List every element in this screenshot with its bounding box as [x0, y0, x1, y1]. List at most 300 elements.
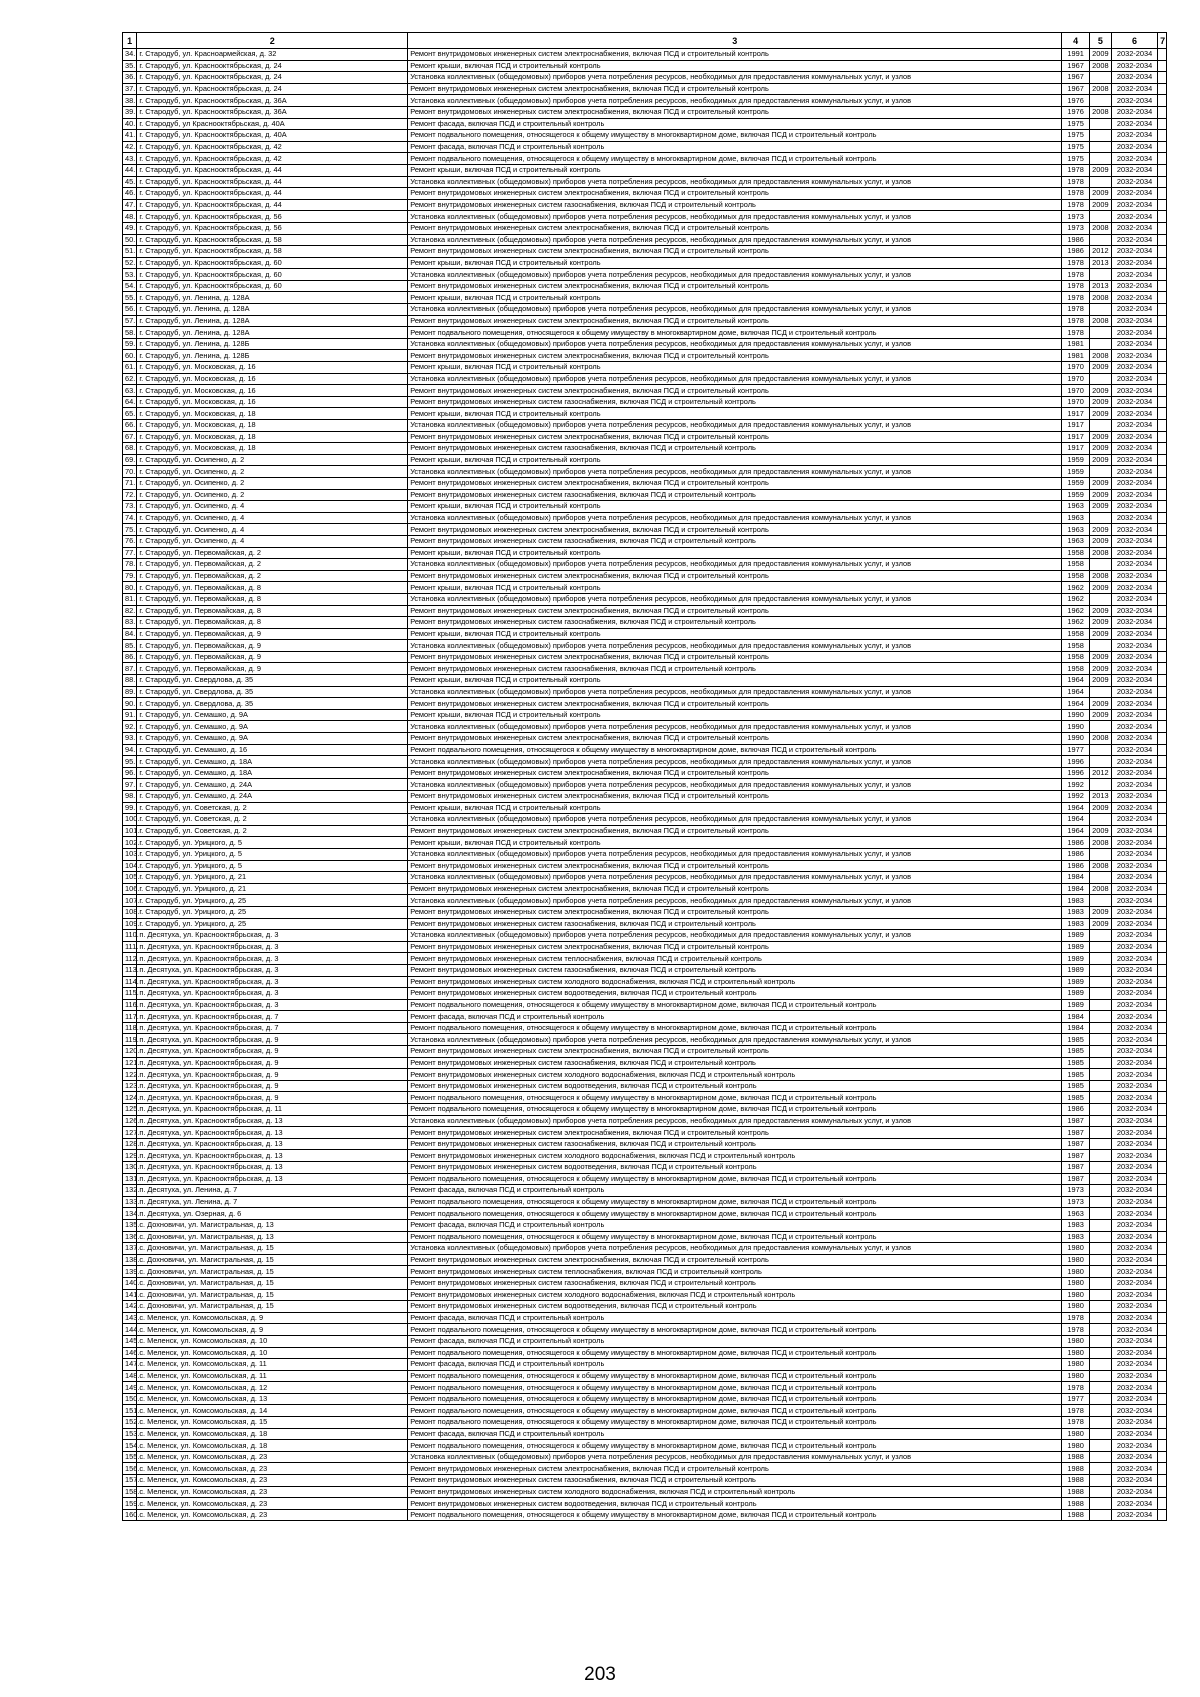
planned-period-cell: 2032-2034 — [1111, 628, 1157, 640]
table-row — [123, 651, 1167, 663]
address-cell: п. Десятуха, ул. Краснооктябрьская, д. 13 — [137, 1138, 408, 1150]
row-number-cell: 65. — [123, 408, 137, 420]
table-row — [123, 1301, 1167, 1313]
empty-col-7-cell — [1158, 628, 1167, 640]
year-built-cell: 1989 — [1062, 976, 1090, 988]
work-type-cell: Ремонт внутридомовых инженерных систем газоснабжения, включая ПСД и строительный контроль — [408, 199, 1062, 211]
address-cell: г. Стародуб, ул. Ленина, д. 128А — [137, 327, 408, 339]
address-cell: с. Дохновичи, ул. Магистральная, д. 15 — [137, 1301, 408, 1313]
last-repair-year-cell: 2009 — [1089, 582, 1111, 594]
planned-period-cell: 2032-2034 — [1111, 211, 1157, 223]
empty-col-7-cell — [1158, 1405, 1167, 1417]
work-type-cell: Ремонт внутридомовых инженерных систем водоотведения, включая ПСД и строительный контроль — [408, 1301, 1062, 1313]
work-type-cell: Ремонт фасада, включая ПСД и строительный контроль — [408, 1185, 1062, 1197]
address-cell: с. Дохновичи, ул. Магистральная, д. 15 — [137, 1266, 408, 1278]
planned-period-cell: 2032-2034 — [1111, 999, 1157, 1011]
work-type-cell: Установка коллективных (общедомовых) приборов учета потребления ресурсов, необходимых для предоставления коммунальных услуг, и узлов — [408, 512, 1062, 524]
planned-period-cell: 2032-2034 — [1111, 918, 1157, 930]
planned-period-cell: 2032-2034 — [1111, 466, 1157, 478]
address-cell: с. Меленск, ул. Комсомольская, д. 10 — [137, 1335, 408, 1347]
last-repair-year-cell — [1089, 999, 1111, 1011]
empty-col-7-cell — [1158, 953, 1167, 965]
year-built-cell: 1978 — [1062, 176, 1090, 188]
empty-col-7-cell — [1158, 501, 1167, 513]
planned-period-cell: 2032-2034 — [1111, 454, 1157, 466]
table-row — [123, 1393, 1167, 1405]
empty-col-7-cell — [1158, 930, 1167, 942]
table-row — [123, 837, 1167, 849]
table-row — [123, 582, 1167, 594]
last-repair-year-cell: 2008 — [1089, 60, 1111, 72]
row-number-cell: 156. — [123, 1463, 137, 1475]
year-built-cell: 1978 — [1062, 292, 1090, 304]
year-built-cell: 1996 — [1062, 756, 1090, 768]
last-repair-year-cell: 2008 — [1089, 83, 1111, 95]
planned-period-cell: 2032-2034 — [1111, 188, 1157, 200]
last-repair-year-cell — [1089, 779, 1111, 791]
row-number-cell: 89. — [123, 686, 137, 698]
table-row — [123, 605, 1167, 617]
address-cell: г. Стародуб, ул. Московская, д. 18 — [137, 408, 408, 420]
table-row — [123, 1127, 1167, 1139]
row-number-cell: 124. — [123, 1092, 137, 1104]
table-row — [123, 593, 1167, 605]
empty-col-7-cell — [1158, 327, 1167, 339]
work-type-cell: Установка коллективных (общедомовых) приборов учета потребления ресурсов, необходимых для предоставления коммунальных услуг, и узлов — [408, 1451, 1062, 1463]
address-cell: г. Стародуб, ул. Семашко, д. 24А — [137, 791, 408, 803]
empty-col-7-cell — [1158, 675, 1167, 687]
last-repair-year-cell: 2009 — [1089, 362, 1111, 374]
planned-period-cell: 2032-2034 — [1111, 651, 1157, 663]
empty-col-7-cell — [1158, 280, 1167, 292]
address-cell: г. Стародуб, ул. Свердлова, д. 35 — [137, 675, 408, 687]
row-number-cell: 155. — [123, 1451, 137, 1463]
row-number-cell: 52. — [123, 257, 137, 269]
address-cell: г. Стародуб, ул. Урицкого, д. 21 — [137, 872, 408, 884]
address-cell: г. Стародуб, ул. Краснооктябрьская, д. 60 — [137, 269, 408, 281]
table-row — [123, 744, 1167, 756]
last-repair-year-cell: 2009 — [1089, 605, 1111, 617]
table-row — [123, 477, 1167, 489]
empty-col-7-cell — [1158, 779, 1167, 791]
work-type-cell: Ремонт внутридомовых инженерных систем электроснабжения, включая ПСД и строительный контроль — [408, 350, 1062, 362]
empty-col-7-cell — [1158, 477, 1167, 489]
address-cell: п. Десятуха, ул. Краснооктябрьская, д. 13 — [137, 1115, 408, 1127]
last-repair-year-cell — [1089, 1196, 1111, 1208]
work-type-cell: Ремонт внутридомовых инженерных систем электроснабжения, включая ПСД и строительный контроль — [408, 1127, 1062, 1139]
table-row — [123, 617, 1167, 629]
planned-period-cell: 2032-2034 — [1111, 1254, 1157, 1266]
planned-period-cell: 2032-2034 — [1111, 512, 1157, 524]
last-repair-year-cell — [1089, 721, 1111, 733]
planned-period-cell: 2032-2034 — [1111, 396, 1157, 408]
address-cell: п. Десятуха, ул. Краснооктябрьская, д. 9 — [137, 1092, 408, 1104]
empty-col-7-cell — [1158, 791, 1167, 803]
address-cell: г. Стародуб, ул. Осипенко, д. 4 — [137, 512, 408, 524]
header-col-7: 7 — [1158, 33, 1167, 49]
table-row — [123, 640, 1167, 652]
address-cell: г. Стародуб, ул. Краснооктябрьская, д. 56 — [137, 211, 408, 223]
last-repair-year-cell — [1089, 1324, 1111, 1336]
last-repair-year-cell — [1089, 1185, 1111, 1197]
planned-period-cell: 2032-2034 — [1111, 709, 1157, 721]
last-repair-year-cell: 2008 — [1089, 547, 1111, 559]
planned-period-cell: 2032-2034 — [1111, 860, 1157, 872]
empty-col-7-cell — [1158, 964, 1167, 976]
address-cell: п. Десятуха, ул. Краснооктябрьская, д. 3 — [137, 953, 408, 965]
year-built-cell: 1964 — [1062, 814, 1090, 826]
table-row — [123, 1046, 1167, 1058]
year-built-cell: 1967 — [1062, 60, 1090, 72]
row-number-cell: 91. — [123, 709, 137, 721]
empty-col-7-cell — [1158, 396, 1167, 408]
row-number-cell: 135. — [123, 1219, 137, 1231]
empty-col-7-cell — [1158, 350, 1167, 362]
empty-col-7-cell — [1158, 141, 1167, 153]
empty-col-7-cell — [1158, 454, 1167, 466]
row-number-cell: 66. — [123, 420, 137, 432]
table-row — [123, 1034, 1167, 1046]
last-repair-year-cell — [1089, 234, 1111, 246]
row-number-cell: 73. — [123, 501, 137, 513]
planned-period-cell: 2032-2034 — [1111, 1034, 1157, 1046]
work-type-cell: Ремонт внутридомовых инженерных систем электроснабжения, включая ПСД и строительный контроль — [408, 431, 1062, 443]
table-row — [123, 570, 1167, 582]
table-row — [123, 1104, 1167, 1116]
row-number-cell: 107. — [123, 895, 137, 907]
planned-period-cell: 2032-2034 — [1111, 1011, 1157, 1023]
row-number-cell: 130. — [123, 1162, 137, 1174]
table-body — [123, 49, 1167, 1521]
table-row — [123, 1219, 1167, 1231]
address-cell: г. Стародуб, ул. Первомайская, д. 9 — [137, 651, 408, 663]
row-number-cell: 115. — [123, 988, 137, 1000]
empty-col-7-cell — [1158, 1022, 1167, 1034]
last-repair-year-cell — [1089, 1509, 1111, 1521]
table-row — [123, 1509, 1167, 1521]
address-cell: г. Стародуб, ул. Краснооктябрьская, д. 42 — [137, 141, 408, 153]
planned-period-cell: 2032-2034 — [1111, 1335, 1157, 1347]
work-type-cell: Установка коллективных (общедомовых) приборов учета потребления ресурсов, необходимых для предоставления коммунальных услуг, и узлов — [408, 593, 1062, 605]
work-type-cell: Установка коллективных (общедомовых) приборов учета потребления ресурсов, необходимых для предоставления коммунальных услуг, и узлов — [408, 211, 1062, 223]
last-repair-year-cell: 2012 — [1089, 767, 1111, 779]
table-row — [123, 1162, 1167, 1174]
last-repair-year-cell — [1089, 756, 1111, 768]
row-number-cell: 76. — [123, 535, 137, 547]
last-repair-year-cell — [1089, 1266, 1111, 1278]
row-number-cell: 145. — [123, 1335, 137, 1347]
last-repair-year-cell — [1089, 466, 1111, 478]
planned-period-cell: 2032-2034 — [1111, 164, 1157, 176]
address-cell: п. Десятуха, ул. Краснооктябрьская, д. 3 — [137, 976, 408, 988]
empty-col-7-cell — [1158, 1219, 1167, 1231]
year-built-cell: 1967 — [1062, 83, 1090, 95]
last-repair-year-cell — [1089, 988, 1111, 1000]
address-cell: с. Дохновичи, ул. Магистральная, д. 15 — [137, 1254, 408, 1266]
table-row — [123, 1370, 1167, 1382]
row-number-cell: 41. — [123, 130, 137, 142]
planned-period-cell: 2032-2034 — [1111, 872, 1157, 884]
year-built-cell: 1980 — [1062, 1347, 1090, 1359]
work-type-cell: Ремонт внутридомовых инженерных систем газоснабжения, включая ПСД и строительный контроль — [408, 1475, 1062, 1487]
work-type-cell: Ремонт внутридомовых инженерных систем газоснабжения, включая ПСД и строительный контроль — [408, 617, 1062, 629]
year-built-cell: 1984 — [1062, 1011, 1090, 1023]
planned-period-cell: 2032-2034 — [1111, 605, 1157, 617]
table-row — [123, 443, 1167, 455]
planned-period-cell: 2032-2034 — [1111, 721, 1157, 733]
row-number-cell: 108. — [123, 906, 137, 918]
header-col-3: 3 — [408, 33, 1062, 49]
last-repair-year-cell — [1089, 1046, 1111, 1058]
header-col-5: 5 — [1089, 33, 1111, 49]
planned-period-cell: 2032-2034 — [1111, 1347, 1157, 1359]
year-built-cell: 1996 — [1062, 767, 1090, 779]
row-number-cell: 71. — [123, 477, 137, 489]
table-row — [123, 350, 1167, 362]
last-repair-year-cell: 2009 — [1089, 188, 1111, 200]
last-repair-year-cell: 2008 — [1089, 733, 1111, 745]
address-cell: г. Стародуб, ул. Осипенко, д. 4 — [137, 535, 408, 547]
row-number-cell: 40. — [123, 118, 137, 130]
last-repair-year-cell — [1089, 512, 1111, 524]
empty-col-7-cell — [1158, 1196, 1167, 1208]
last-repair-year-cell — [1089, 1498, 1111, 1510]
row-number-cell: 125. — [123, 1104, 137, 1116]
empty-col-7-cell — [1158, 1289, 1167, 1301]
empty-col-7-cell — [1158, 1451, 1167, 1463]
planned-period-cell: 2032-2034 — [1111, 906, 1157, 918]
last-repair-year-cell: 2008 — [1089, 106, 1111, 118]
year-built-cell: 1978 — [1062, 199, 1090, 211]
work-type-cell: Ремонт крыши, включая ПСД и строительный контроль — [408, 628, 1062, 640]
year-built-cell: 1959 — [1062, 477, 1090, 489]
planned-period-cell: 2032-2034 — [1111, 535, 1157, 547]
table-row — [123, 535, 1167, 547]
planned-period-cell: 2032-2034 — [1111, 1208, 1157, 1220]
planned-period-cell: 2032-2034 — [1111, 315, 1157, 327]
last-repair-year-cell — [1089, 1405, 1111, 1417]
planned-period-cell: 2032-2034 — [1111, 1127, 1157, 1139]
empty-col-7-cell — [1158, 1046, 1167, 1058]
planned-period-cell: 2032-2034 — [1111, 338, 1157, 350]
row-number-cell: 116. — [123, 999, 137, 1011]
address-cell: п. Десятуха, ул. Краснооктябрьская, д. 3 — [137, 999, 408, 1011]
address-cell: г. Стародуб, ул. Московская, д. 16 — [137, 396, 408, 408]
row-number-cell: 137. — [123, 1243, 137, 1255]
last-repair-year-cell: 2009 — [1089, 675, 1111, 687]
work-type-cell: Ремонт внутридомовых инженерных систем газоснабжения, включая ПСД и строительный контроль — [408, 1057, 1062, 1069]
year-built-cell: 1985 — [1062, 1057, 1090, 1069]
last-repair-year-cell — [1089, 640, 1111, 652]
last-repair-year-cell — [1089, 1428, 1111, 1440]
row-number-cell: 86. — [123, 651, 137, 663]
row-number-cell: 128. — [123, 1138, 137, 1150]
empty-col-7-cell — [1158, 918, 1167, 930]
planned-period-cell: 2032-2034 — [1111, 756, 1157, 768]
last-repair-year-cell: 2009 — [1089, 802, 1111, 814]
work-type-cell: Установка коллективных (общедомовых) приборов учета потребления ресурсов, необходимых для предоставления коммунальных услуг, и узлов — [408, 176, 1062, 188]
work-type-cell: Ремонт внутридомовых инженерных систем электроснабжения, включая ПСД и строительный контроль — [408, 860, 1062, 872]
empty-col-7-cell — [1158, 559, 1167, 571]
year-built-cell: 1985 — [1062, 1034, 1090, 1046]
empty-col-7-cell — [1158, 1231, 1167, 1243]
row-number-cell: 70. — [123, 466, 137, 478]
empty-col-7-cell — [1158, 1092, 1167, 1104]
empty-col-7-cell — [1158, 837, 1167, 849]
table-row — [123, 106, 1167, 118]
table-row — [123, 130, 1167, 142]
last-repair-year-cell — [1089, 1451, 1111, 1463]
work-type-cell: Ремонт подвального помещения, относящегося к общему имуществу в многоквартирном доме, включая ПСД и строительный контроль — [408, 130, 1062, 142]
last-repair-year-cell — [1089, 327, 1111, 339]
table-row — [123, 686, 1167, 698]
table-row — [123, 1475, 1167, 1487]
document-sheet — [122, 32, 1167, 1521]
empty-col-7-cell — [1158, 362, 1167, 374]
empty-col-7-cell — [1158, 570, 1167, 582]
work-type-cell: Установка коллективных (общедомовых) приборов учета потребления ресурсов, необходимых для предоставления коммунальных услуг, и узлов — [408, 95, 1062, 107]
empty-col-7-cell — [1158, 1498, 1167, 1510]
empty-col-7-cell — [1158, 640, 1167, 652]
row-number-cell: 53. — [123, 269, 137, 281]
planned-period-cell: 2032-2034 — [1111, 1162, 1157, 1174]
last-repair-year-cell — [1089, 95, 1111, 107]
table-row — [123, 1022, 1167, 1034]
address-cell: г. Стародуб, ул. Краснооктябрьская, д. 36А — [137, 95, 408, 107]
table-row — [123, 408, 1167, 420]
planned-period-cell: 2032-2034 — [1111, 246, 1157, 258]
empty-col-7-cell — [1158, 1475, 1167, 1487]
work-type-cell: Ремонт внутридомовых инженерных систем газоснабжения, включая ПСД и строительный контроль — [408, 964, 1062, 976]
address-cell: с. Дохновичи, ул. Магистральная, д. 15 — [137, 1243, 408, 1255]
table-row — [123, 964, 1167, 976]
planned-period-cell: 2032-2034 — [1111, 60, 1157, 72]
last-repair-year-cell: 2009 — [1089, 698, 1111, 710]
empty-col-7-cell — [1158, 60, 1167, 72]
last-repair-year-cell: 2009 — [1089, 628, 1111, 640]
work-type-cell: Ремонт внутридомовых инженерных систем электроснабжения, включая ПСД и строительный контроль — [408, 605, 1062, 617]
row-number-cell: 132. — [123, 1185, 137, 1197]
year-built-cell: 1959 — [1062, 454, 1090, 466]
planned-period-cell: 2032-2034 — [1111, 570, 1157, 582]
row-number-cell: 100. — [123, 814, 137, 826]
last-repair-year-cell — [1089, 1034, 1111, 1046]
planned-period-cell: 2032-2034 — [1111, 106, 1157, 118]
address-cell: г. Стародуб, ул. Семашко, д. 18А — [137, 767, 408, 779]
empty-col-7-cell — [1158, 164, 1167, 176]
last-repair-year-cell — [1089, 1115, 1111, 1127]
empty-col-7-cell — [1158, 1034, 1167, 1046]
work-type-cell: Ремонт крыши, включая ПСД и строительный контроль — [408, 292, 1062, 304]
planned-period-cell: 2032-2034 — [1111, 547, 1157, 559]
last-repair-year-cell — [1089, 141, 1111, 153]
year-built-cell: 1977 — [1062, 744, 1090, 756]
empty-col-7-cell — [1158, 1312, 1167, 1324]
row-number-cell: 58. — [123, 327, 137, 339]
table-row — [123, 988, 1167, 1000]
last-repair-year-cell: 2009 — [1089, 454, 1111, 466]
table-row — [123, 1277, 1167, 1289]
work-type-cell: Установка коллективных (общедомовых) приборов учета потребления ресурсов, необходимых для предоставления коммунальных услуг, и узлов — [408, 872, 1062, 884]
address-cell: г. Стародуб, ул. Осипенко, д. 4 — [137, 501, 408, 513]
work-type-cell: Ремонт подвального помещения, относящегося к общему имуществу в многоквартирном доме, включая ПСД и строительный контроль — [408, 744, 1062, 756]
address-cell: с. Меленск, ул. Комсомольская, д. 11 — [137, 1370, 408, 1382]
work-type-cell: Ремонт подвального помещения, относящегося к общему имуществу в многоквартирном доме, включая ПСД и строительный контроль — [408, 1382, 1062, 1394]
year-built-cell: 1986 — [1062, 848, 1090, 860]
address-cell: г. Стародуб, ул. Краснооктябрьская, д. 44 — [137, 199, 408, 211]
year-built-cell: 1989 — [1062, 953, 1090, 965]
row-number-cell: 79. — [123, 570, 137, 582]
empty-col-7-cell — [1158, 199, 1167, 211]
planned-period-cell: 2032-2034 — [1111, 199, 1157, 211]
row-number-cell: 117. — [123, 1011, 137, 1023]
address-cell: г. Стародуб, ул. Московская, д. 16 — [137, 385, 408, 397]
empty-col-7-cell — [1158, 1417, 1167, 1429]
work-type-cell: Ремонт крыши, включая ПСД и строительный контроль — [408, 582, 1062, 594]
year-built-cell: 1986 — [1062, 246, 1090, 258]
work-type-cell: Ремонт внутридомовых инженерных систем электроснабжения, включая ПСД и строительный контроль — [408, 570, 1062, 582]
planned-period-cell: 2032-2034 — [1111, 1289, 1157, 1301]
empty-col-7-cell — [1158, 83, 1167, 95]
work-type-cell: Ремонт внутридомовых инженерных систем электроснабжения, включая ПСД и строительный контроль — [408, 524, 1062, 536]
planned-period-cell: 2032-2034 — [1111, 83, 1157, 95]
last-repair-year-cell: 2009 — [1089, 431, 1111, 443]
empty-col-7-cell — [1158, 1185, 1167, 1197]
planned-period-cell: 2032-2034 — [1111, 1486, 1157, 1498]
address-cell: г. Стародуб, ул. Краснооктябрьская, д. 60 — [137, 257, 408, 269]
table-row — [123, 1405, 1167, 1417]
last-repair-year-cell — [1089, 1393, 1111, 1405]
last-repair-year-cell — [1089, 593, 1111, 605]
planned-period-cell: 2032-2034 — [1111, 49, 1157, 61]
empty-col-7-cell — [1158, 617, 1167, 629]
last-repair-year-cell — [1089, 1382, 1111, 1394]
planned-period-cell: 2032-2034 — [1111, 1069, 1157, 1081]
work-type-cell: Ремонт крыши, включая ПСД и строительный контроль — [408, 60, 1062, 72]
empty-col-7-cell — [1158, 176, 1167, 188]
year-built-cell: 1989 — [1062, 930, 1090, 942]
last-repair-year-cell — [1089, 1359, 1111, 1371]
planned-period-cell: 2032-2034 — [1111, 1138, 1157, 1150]
planned-period-cell: 2032-2034 — [1111, 825, 1157, 837]
year-built-cell: 1964 — [1062, 675, 1090, 687]
year-built-cell: 1992 — [1062, 779, 1090, 791]
planned-period-cell: 2032-2034 — [1111, 1428, 1157, 1440]
year-built-cell: 1990 — [1062, 733, 1090, 745]
address-cell: г. Стародуб, ул. Первомайская, д. 8 — [137, 617, 408, 629]
work-type-cell: Ремонт внутридомовых инженерных систем газоснабжения, включая ПСД и строительный контроль — [408, 443, 1062, 455]
row-number-cell: 39. — [123, 106, 137, 118]
work-type-cell: Ремонт внутридомовых инженерных систем электроснабжения, включая ПСД и строительный контроль — [408, 941, 1062, 953]
empty-col-7-cell — [1158, 709, 1167, 721]
year-built-cell: 1976 — [1062, 106, 1090, 118]
table-row — [123, 814, 1167, 826]
table-row — [123, 1463, 1167, 1475]
address-cell: г. Стародуб, ул. Урицкого, д. 25 — [137, 895, 408, 907]
year-built-cell: 1975 — [1062, 153, 1090, 165]
row-number-cell: 42. — [123, 141, 137, 153]
address-cell: п. Десятуха, ул. Краснооктябрьская, д. 3 — [137, 941, 408, 953]
planned-period-cell: 2032-2034 — [1111, 257, 1157, 269]
row-number-cell: 45. — [123, 176, 137, 188]
row-number-cell: 160. — [123, 1509, 137, 1521]
work-type-cell: Ремонт подвального помещения, относящегося к общему имуществу в многоквартирном доме, включая ПСД и строительный контроль — [408, 1231, 1062, 1243]
row-number-cell: 133. — [123, 1196, 137, 1208]
year-built-cell: 1988 — [1062, 1486, 1090, 1498]
work-type-cell: Ремонт внутридомовых инженерных систем водоотведения, включая ПСД и строительный контроль — [408, 988, 1062, 1000]
last-repair-year-cell: 2008 — [1089, 883, 1111, 895]
year-built-cell: 1964 — [1062, 686, 1090, 698]
